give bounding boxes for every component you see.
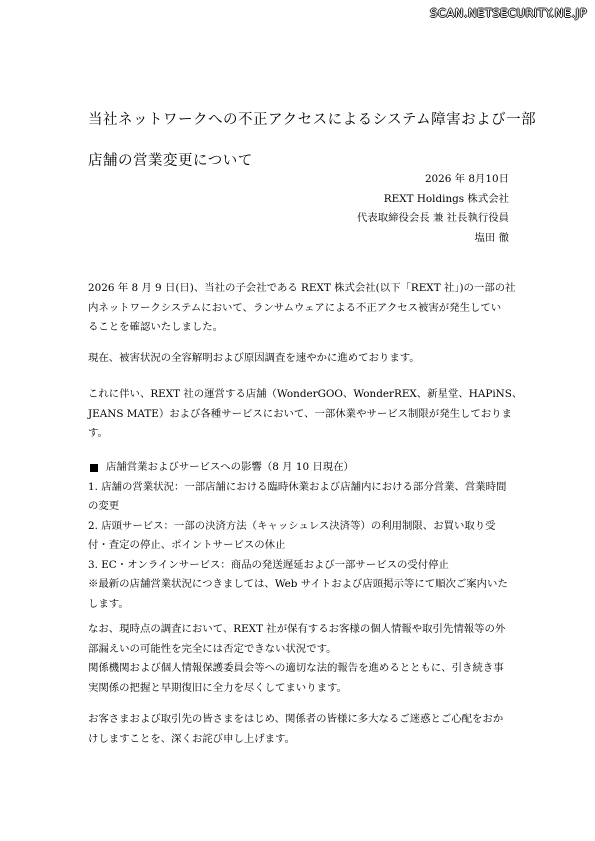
paragraph-investigation xyxy=(88,349,518,369)
text-line: ることを確認いたしました。 xyxy=(88,321,224,333)
impact-heading xyxy=(88,458,518,478)
text-line: これに伴い、REXT 社の運営する店舗（WonderGOO、WonderREX、新星堂、HAPiNS、 xyxy=(88,388,523,400)
signature-position: 代表取締役会長 兼 社長執行役員 xyxy=(356,212,509,224)
text-line: 2026 年 8 月 9 日(日)、当社の子会社である REXT 株式会社(以下「REXT 社」)の一部の社 xyxy=(88,282,516,294)
text-line: なお、現時点の調査において、REXT 社が保有するお客様の個人情報や取引先情報等の外 xyxy=(88,623,506,635)
paragraph-data-leak xyxy=(88,620,518,698)
impact-heading-text: 店舗営業およびサービスへの影響（8 月 10 日現在） xyxy=(106,461,354,473)
text-line: お客さまおよび取引先の皆さまをはじめ、関係者の皆様に多大なるご迷惑とご心配をおか xyxy=(88,713,504,725)
signature-company: REXT Holdings 株式会社 xyxy=(383,193,509,205)
impact-line: 3. EC・オンラインサービス：商品の発送遅延および一部サービスの受付停止 xyxy=(88,558,449,571)
title-line-2: 店舗の営業変更について xyxy=(88,153,253,169)
title-line-1: 当社ネットワークへの不正アクセスによるシステム障害および一部 xyxy=(88,112,537,128)
text-line: JEANS MATE）および各種サービスにおいて、一部休業やサービス制限が発生しておりま xyxy=(88,407,512,420)
impact-line: 1. 店舗の営業状況：一部店舗における臨時休業および店舗内における部分営業、営業時間 xyxy=(88,480,507,493)
paragraph-apology xyxy=(88,710,518,749)
square-bullet-icon xyxy=(90,464,98,472)
paragraph-store-impact xyxy=(88,385,523,444)
text-line: 部漏えいの可能性を完全には否定できない状況です。 xyxy=(88,642,337,655)
text-line: 内ネットワークシステムにおいて、ランサムウェアによる不正アクセス被害が発生してい xyxy=(88,301,502,314)
text-line: 現在、被害状況の全容解明および原因調査を速やかに進めております。 xyxy=(88,352,420,364)
signature-date: 2026 年 8月10日 xyxy=(424,173,509,185)
text-line: 関係機関および個人情報保護委員会等への適切な法的報告を進めるとともに、引き続き事 xyxy=(88,662,504,674)
impact-section xyxy=(88,458,518,614)
text-line: す。 xyxy=(88,427,108,439)
impact-line: します。 xyxy=(88,597,129,610)
impact-line: の変更 xyxy=(88,500,120,512)
text-line: けしますことを、深くお詫び申し上げます。 xyxy=(88,732,295,745)
paragraph-incident xyxy=(88,279,518,338)
signature-name: 塩田 徹 xyxy=(474,232,509,244)
text-line: 実関係の把握と早期復旧に全力を尽くしてまいります。 xyxy=(88,681,347,694)
watermark: SCAN.NETSECURITY.NE.JP xyxy=(430,6,587,20)
impact-line: 付・査定の停止、ポイントサービスの休止 xyxy=(88,539,286,551)
impact-line: ※最新の店舗営業状況につきましては、Web サイトおよび店頭掲示等にて順次ご案内いた xyxy=(88,578,508,590)
impact-line: 2. 店頭サービス：一部の決済方法（キャッシュレス決済等）の利用制限、お買い取り受 xyxy=(88,519,496,532)
